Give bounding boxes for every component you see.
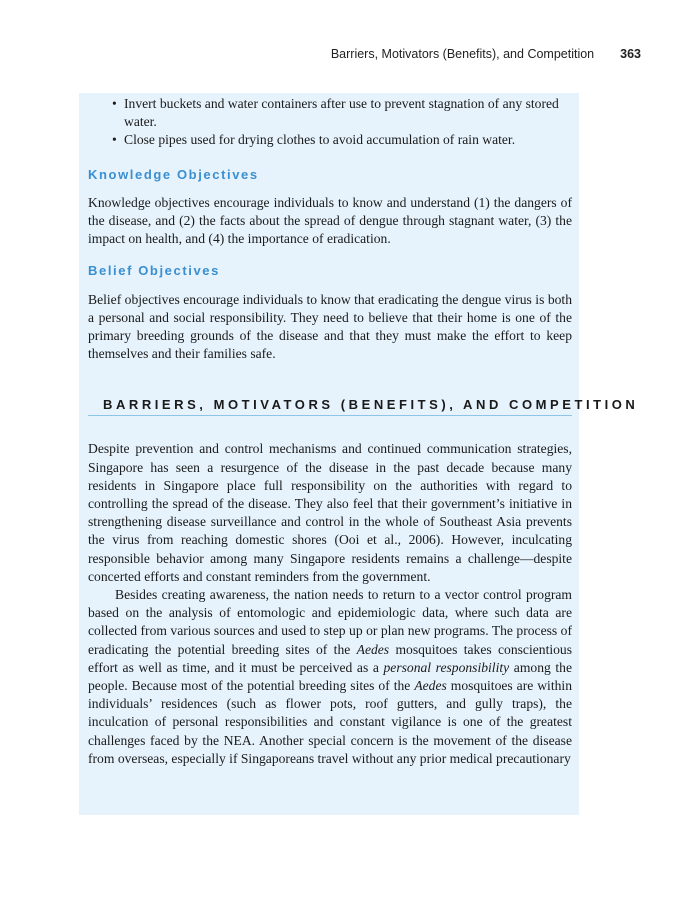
running-head (331, 47, 641, 61)
bullet-dot-icon: • (112, 132, 117, 148)
italic-term: Aedes (414, 678, 447, 694)
page-body (88, 95, 639, 768)
belief-objectives-heading: Belief Objectives (88, 263, 220, 279)
paragraph-text: mosquitoes are within individuals’ residences (such as flower pots, roof gutters, and gully traps), the inculcation of personal responsibilities and constant vigilance is one of the greatest challenges faced by the NEA. Another special concern is the movement of the disease from overseas, especially if Singaporeans travel without any prior medical precautionary (88, 678, 572, 766)
running-head-title: Barriers, Motivators (Benefits), and Competition (330, 47, 595, 61)
italic-term: Aedes (356, 641, 390, 657)
page-number: 363 (620, 47, 641, 61)
section-paragraph-1: Despite prevention and control mechanisms and continued communication strategies, Singapore has seen a resurgence of the disease in the past decade because many residents in Singapore place full responsibility on the authorities with regard to controlling the spread of the disease. They also feel that their government’s initiative in strengthening disease surveillance and control in the whole of Southeast Asia prevents the virus from reaching domestic shores (Ooi et al., 2006). However, inculcating responsible behavior among many Singapore residents remains a challenge—despite concerted efforts and constant reminders from the government. (88, 441, 572, 584)
paragraph-text: Besides creating awareness, the nation needs to return to a vector control program based on the analysis of entomologic and epidemiologic data, where such data are collected from various sources and used to step up or plan new programs. The process of eradicating the potential breeding sites of the (88, 587, 572, 657)
italic-term: personal responsibility (383, 659, 510, 675)
bullet-list (88, 95, 572, 150)
section-heading-block (88, 396, 639, 440)
paragraph-text: mosquitoes takes conscientious effort as well as time, and it must be perceived as a (88, 641, 573, 675)
knowledge-objectives-heading: Knowledge Objectives (88, 166, 259, 182)
bullet-text: Invert buckets and water containers after use to prevent stagnation of any stored water. (124, 96, 559, 130)
belief-objectives-text: Belief objectives encourage individuals to know that eradicating the dengue virus is both a personal and social responsibility. They need to believe that their home is one of the primary breeding grounds of the disease and that they must make the effort to keep themselves and their families safe. (88, 291, 572, 362)
section-paragraph-2 (88, 586, 572, 768)
list-item (112, 131, 572, 149)
paragraph-text: among the people. Because most of the potential breeding sites of the (88, 659, 573, 694)
section-heading-rule (88, 415, 572, 416)
bullet-dot-icon: • (112, 96, 117, 111)
list-item (112, 95, 572, 131)
section-heading: BARRIERS, MOTIVATORS (BENEFITS), AND COMPETITION (103, 397, 639, 413)
bullet-text: Close pipes used for drying clothes to avoid accumulation of rain water. (124, 132, 516, 148)
knowledge-objectives-text: Knowledge objectives encourage individuals to know and understand (1) the dangers of the disease, and (2) the facts about the spread of dengue through stagnant water, (3) the impact on health, and (4) the importance of eradication. (88, 194, 572, 247)
